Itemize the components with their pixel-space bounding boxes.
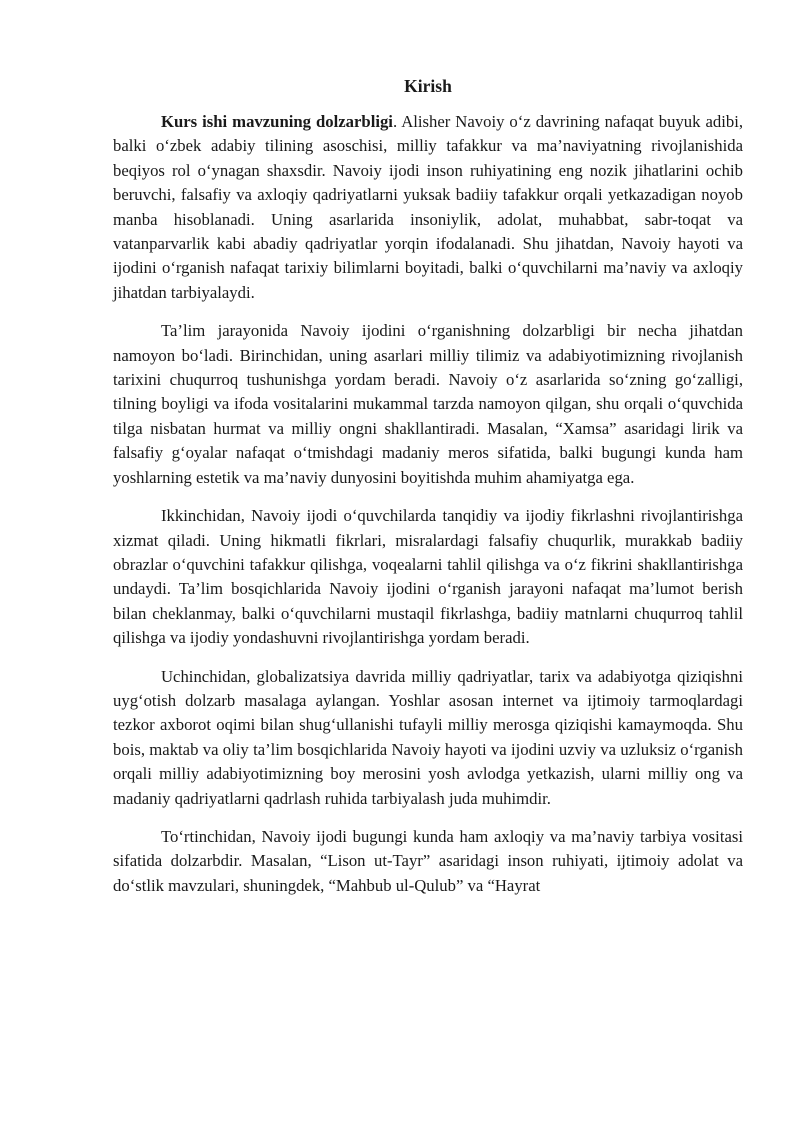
document-page <box>113 74 743 912</box>
paragraph-text: Ta’lim jarayonida Navoiy ijodini o‘rganishning dolzarbligi bir necha jihatdan namoyon bo‘ladi. Birinchidan, uning asarlari milliy tilimiz va adabiyotimizning rivojlanish tarixini chuqurroq tushunishga yordam beradi. Navoiy o‘z asarlarida so‘zning go‘zalligi, tilning boyligi va ifoda vositalarini mukammal tarzda namoyon qilgan, shu orqali o‘quvchida tilga nisbatan hurmat va milliy ongni shakllantiradi. Masalan, “Xamsa” asaridagi lirik va falsafiy g‘oyalar nafaqat o‘tmishdagi madaniy meros sifatida, balki bugungi kunda ham yoshlarning estetik va ma’naviy dunyosini boyitishda muhim ahamiyatga ega. <box>113 321 743 487</box>
paragraph-text: Ikkinchidan, Navoiy ijodi o‘quvchilarda tanqidiy va ijodiy fikrlashni rivojlantirishga xizmat qiladi. Uning hikmatli fikrlari, misralardagi falsafiy chuqurlik, murakkab badiiy obrazlar o‘quvchini tafakkur qilishga, voqealarni tahlil qilishga va o‘z fikrini shakllantirishga undaydi. Ta’lim bosqichlarida Navoiy ijodini o‘rganish jarayoni nafaqat ma’lumot berish bilan cheklanmay, balki o‘quvchilarni mustaqil fikrlashga, badiiy matnlarni chuqurroq tahlil qilishga va ijodiy yondashuvni rivojlantirishga yordam beradi. <box>113 506 743 648</box>
paragraph-second-point <box>113 504 743 650</box>
paragraph-relevance <box>113 110 743 305</box>
paragraph-text: Uchinchidan, globalizatsiya davrida milliy qadriyatlar, tarix va adabiyotga qiziqishni uyg‘otish dolzarb masalaga aylangan. Yoshlar asosan internet va ijtimoiy tarmoqlardagi tezkor axborot oqimi bilan shug‘ullanishi tufayli milliy merosga qiziqishi kamaymoqda. Shu bois, maktab va oliy ta’lim bosqichlarida Navoiy hayoti va ijodini uzviy va uzluksiz o‘rganish orqali milliy adabiyotimizning boy merosini yosh avlodga yetkazish, ularni milliy ong va madaniy qadriyatlarni qadrlash ruhida tarbiyalash juda muhimdir. <box>113 666 743 808</box>
paragraph-text: . Alisher Navoiy o‘z davrining nafaqat buyuk adibi, balki o‘zbek adabiy tilining asoschisi, milliy tafakkur va ma’naviyatning rivojlanishida beqiyos rol o‘ynagan shaxsdir. Navoiy ijodi inson ruhiyatining eng nozik jihatlarini ochib beruvchi, falsafiy va axloqiy qadriyatlarni yuksak badiiy tafakkur orqali yetkazadigan noyob manba hisoblanadi. Uning asarlarida insoniylik, adolat, muhabbat, sabr-toqat va vatanparvarlik kabi abadiy qadriyatlar yorqin ifodalanadi. Shu jihatdan, Navoiy hayoti va ijodini o‘rganish nafaqat tarixiy bilimlarni boyitadi, balki o‘quvchilarni ma’naviy va axloqiy jihatdan tarbiyalaydi. <box>113 112 743 302</box>
paragraph-education-process <box>113 319 743 490</box>
paragraph-lead-bold: Kurs ishi mavzuning dolzarbligi <box>161 112 393 131</box>
paragraph-text: To‘rtinchidan, Navoiy ijodi bugungi kunda ham axloqiy va ma’naviy tarbiya vositasi sifatida dolzarbdir. Masalan, “Lison ut-Tayr” asaridagi inson ruhiyati, ijtimoiy adolat va do‘stlik mavzulari, shuningdek, “Mahbub ul-Qulub” va “Hayrat <box>113 826 743 895</box>
page-title: Kirish <box>404 76 452 96</box>
paragraph-third-point <box>113 665 743 811</box>
paragraph-fourth-point <box>113 825 743 898</box>
